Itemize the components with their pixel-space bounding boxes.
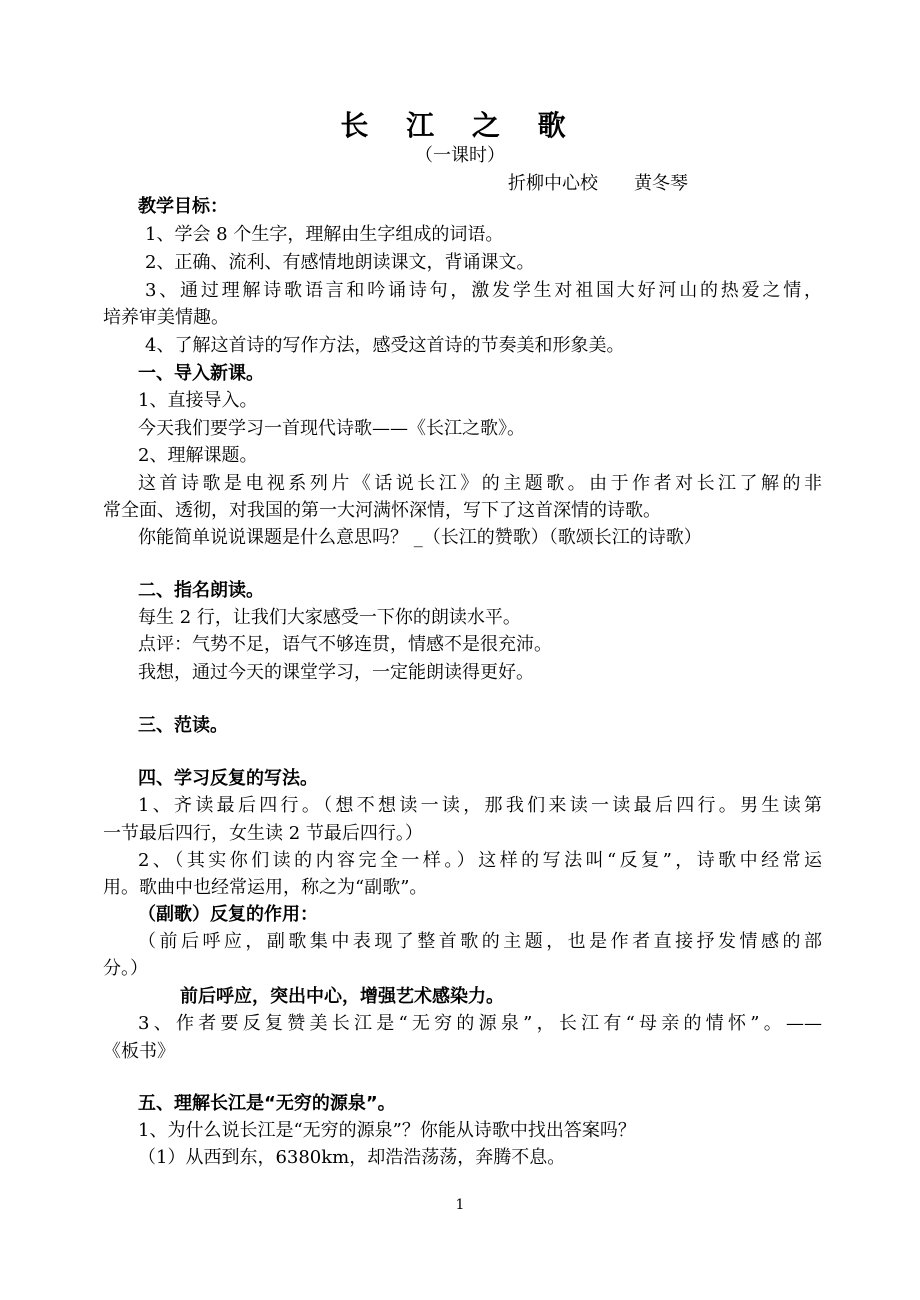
paragraph-line: 点评：气势不足，语气不够连贯，情感不是很充沛。 <box>138 634 552 655</box>
paragraph-line: 每生 2 行，让我们大家感受一下你的朗读水平。 <box>138 607 521 628</box>
paragraph-line: （1）从西到东，6380km，却浩浩荡荡，奔腾不息。 <box>138 1147 566 1168</box>
paragraph-line: 2、（其实你们读的内容完全一样。）这样的写法叫“反复”，诗歌中经常运 <box>138 850 822 871</box>
paragraph-line: 常全面、透彻，对我国的第一大河满怀深情，写下了这首深情的诗歌。 <box>103 500 661 521</box>
paragraph-line: 一节最后四行，女生读 2 节最后四行。） <box>103 823 423 844</box>
author-line: 折柳中心校 黄冬琴 <box>508 173 688 194</box>
section-heading-3: 三、范读。 <box>138 715 228 736</box>
paragraph-line: 分。） <box>103 958 148 979</box>
section-heading-4: 四、学习反复的写法。 <box>138 768 318 789</box>
document-title: 长 江 之 歌 <box>340 109 580 142</box>
document-subtitle: （一课时） <box>415 145 505 166</box>
objective-4: 4、了解这首诗的写作方法，感受这首诗的节奏美和形象美。 <box>145 335 625 356</box>
paragraph-line: 1、为什么说长江是“无穷的源泉”？你能从诗歌中找出答案吗？ <box>138 1120 636 1141</box>
key-point: 前后呼应，突出中心，增强艺术感染力。 <box>180 986 504 1007</box>
subheading-repetition-effect: （副歌）反复的作用： <box>138 904 318 925</box>
paragraph-line: 1、直接导入。 <box>138 390 258 411</box>
paragraph-line: 这首诗歌是电视系列片《话说长江》的主题歌。由于作者对长江了解的非 <box>138 473 822 494</box>
objective-2: 2、正确、流利、有感情地朗读课文，背诵课文。 <box>145 252 535 273</box>
paragraph-line: 用。歌曲中也经常运用，称之为“副歌”。 <box>103 877 428 898</box>
section-heading-1: 一、导入新课。 <box>138 363 264 384</box>
paragraph-line: （前后呼应，副歌集中表现了整首歌的主题，也是作者直接抒发情感的部 <box>138 931 822 952</box>
paragraph-line: 今天我们要学习一首现代诗歌——《长江之歌》。 <box>138 418 525 439</box>
objective-1: 1、学会 8 个生字，理解由生字组成的词语。 <box>145 224 504 245</box>
paragraph-line: 《板书》 <box>103 1041 175 1062</box>
section-heading-objectives: 教学目标： <box>138 196 228 217</box>
paragraph-line: 3、作者要反复赞美长江是“无穷的源泉”，长江有“母亲的情怀”。—— <box>138 1013 822 1034</box>
objective-3: 3、通过理解诗歌语言和吟诵诗句，激发学生对祖国大好河山的热爱之情， <box>145 280 822 301</box>
paragraph-line: 我想，通过今天的课堂学习，一定能朗读得更好。 <box>138 662 534 683</box>
section-heading-5: 五、理解长江是“无穷的源泉”。 <box>138 1093 396 1114</box>
objective-3-continued: 培养审美情趣。 <box>103 307 229 328</box>
paragraph-line: 1、齐读最后四行。（想不想读一读，那我们来读一读最后四行。男生读第 <box>138 795 822 816</box>
page-number: 1 <box>455 1197 465 1213</box>
paragraph-line: 你能简单说说课题是什么意思吗？ _（长江的赞歌）（歌颂长江的诗歌） <box>138 527 702 548</box>
paragraph-line: 2、理解课题。 <box>138 445 258 466</box>
section-heading-2: 二、指名朗读。 <box>138 580 264 601</box>
